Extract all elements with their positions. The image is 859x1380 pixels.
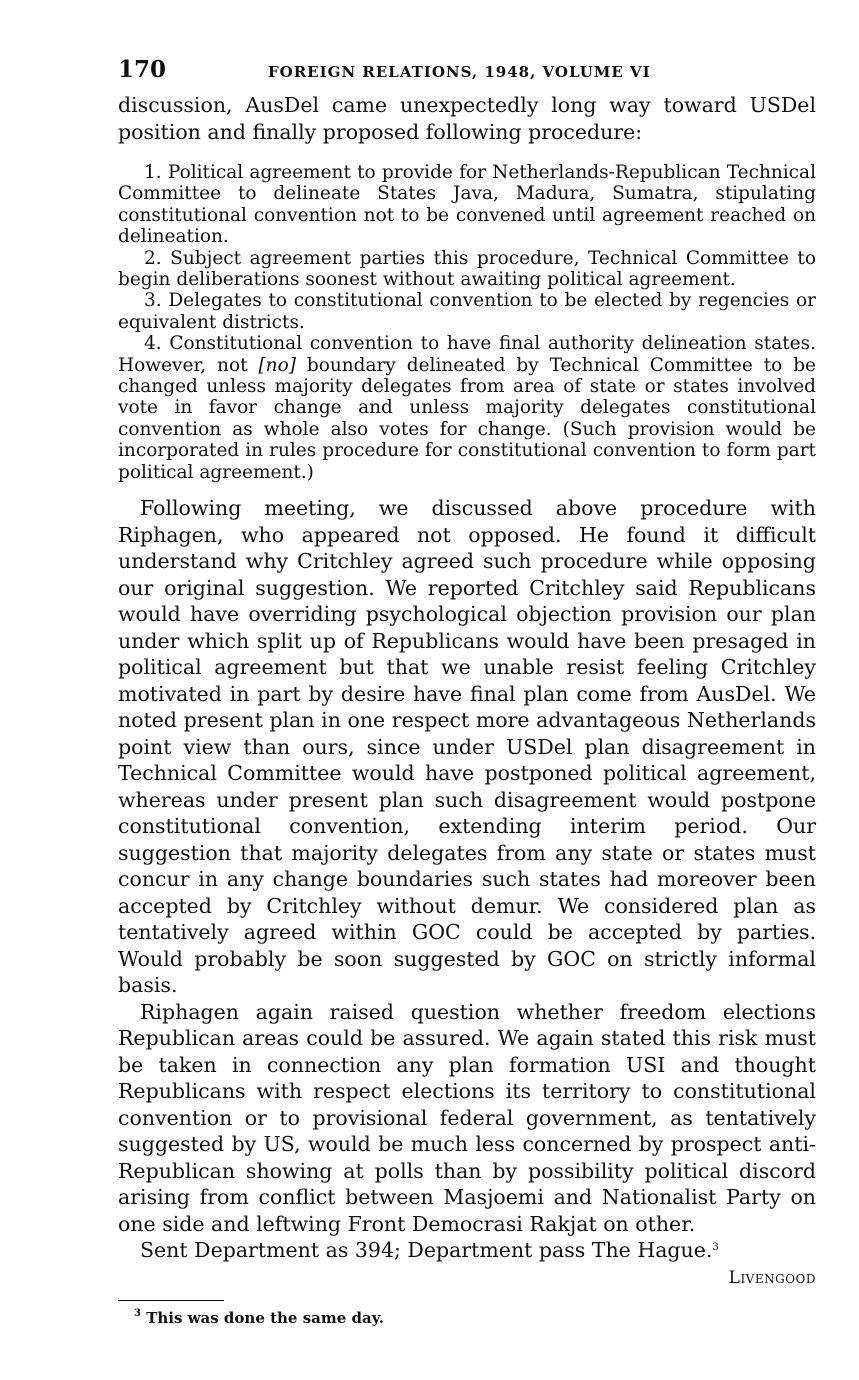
procedure-item-2: 2. Subject agreement parties this procedure, Technical Committee to begin deliberations soonest without awaiting political agreement.: [118, 247, 816, 291]
opening-paragraph: discussion, AusDel came unexpectedly long way toward USDel position and finally proposed following procedure:: [118, 93, 816, 144]
footnote-divider: [118, 1300, 224, 1301]
running-header: [118, 56, 816, 92]
document-page: [118, 56, 816, 1328]
footnote: [118, 1309, 816, 1328]
procedure-item-4-before: 4. Constitutional convention to have final authority delineation states. However, not: [118, 333, 816, 376]
footnote-reference: 3: [712, 1242, 719, 1254]
procedure-item-4-after: boundary delineated by Technical Committee to be changed unless majority delegates from area of state or states involved vote in favor change and unless majority delegates constitutional convention as whole also votes for change. (Such provision would be incorporated in rules procedure for constitutional convention to form part political agreement.): [118, 354, 816, 483]
editorial-insertion: [no]: [258, 354, 296, 376]
footnote-mark: 3: [134, 1307, 141, 1319]
sent-text: Sent Department as 394; Department pass The Hague.: [140, 1238, 713, 1263]
running-title: FOREIGN RELATIONS, 1948, VOLUME VI: [268, 63, 651, 81]
procedure-item-4: [118, 333, 816, 483]
riphagen-paragraph: Riphagen again raised question whether freedom elections Republican areas could be assured. We again stated this risk must be taken in connection any plan formation USI and thought Republicans with respect elections its territory to constitutional convention or to provisional federal government, as tentatively suggested by US, would be much less concerned by prospect anti-Republican showing at polls than by possibility political discord arising from conflict between Masjoemi and Nationalist Party on one side and leftwing Front Democrasi Rakjat on other.: [118, 999, 816, 1236]
sent-paragraph: [118, 1237, 816, 1264]
page-number: 170: [118, 56, 167, 83]
following-meeting-paragraph: Following meeting, we discussed above procedure with Riphagen, who appeared not opposed. He found it difficult understand why Critchley agreed such procedure while opposing our original suggestion. We reported Critchley said Republicans would have overriding psychological objection provision our plan under which split up of Republicans would have been presaged in political agreement but that we unable resist feeling Critchley motivated in part by desire have final plan come from AusDel. We noted present plan in one respect more advantageous Netherlands point view than ours, since under USDel plan disagreement in Technical Committee would have postponed political agreement, whereas under present plan such disagreement would postpone constitutional convention, extending interim period. Our suggestion that majority delegates from any state or states must concur in any change boundaries such states had moreover been accepted by Critchley without demur. We considered plan as tentatively agreed within GOC could be accepted by parties. Would probably be soon suggested by GOC on strictly informal basis.: [118, 496, 816, 998]
footnote-text: This was done the same day.: [146, 1308, 384, 1327]
procedure-item-1: 1. Political agreement to provide for Netherlands-Republican Technical Committee to delineate States Java, Madura, Sumatra, stipulating constitutional convention not to be convened until agreement reached on delineation.: [118, 162, 816, 248]
procedure-list: [118, 162, 816, 483]
procedure-item-3: 3. Delegates to constitutional convention to be elected by regencies or equivalent districts.: [118, 290, 816, 333]
signature: Livengood: [728, 1267, 816, 1288]
